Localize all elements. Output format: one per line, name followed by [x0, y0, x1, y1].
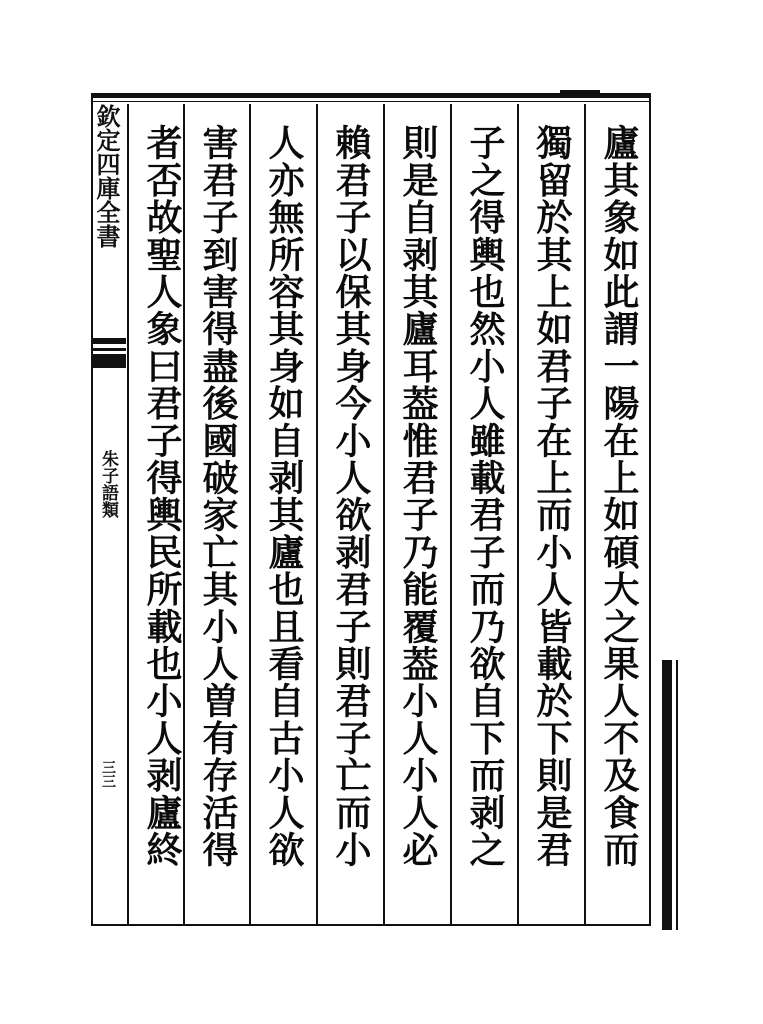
text-column-4: 則是自剥其廬耳葢惟君子乃能覆葢小人小人必 — [397, 124, 439, 868]
text-column-8: 者否故聖人象曰君子得輿民所載也小人剥廬終 — [141, 124, 183, 868]
text-column-2: 獨留於其上如君子在上而小人皆載於下則是君 — [531, 124, 573, 868]
text-column-5: 賴君子以保其身今小人欲剥君子則君子亡而小 — [330, 124, 372, 868]
column-divider — [127, 104, 129, 924]
text-column-3: 子之得輿也然小人雖載君子而乃欲自下而剥之 — [464, 124, 506, 868]
column-divider — [249, 104, 251, 924]
binding-edge — [662, 660, 672, 930]
fish-tail-ornament — [92, 338, 126, 368]
text-column-6: 人亦無所容其身如自剥其廬也且看自古小人欲 — [263, 124, 305, 868]
page-number: 三三 — [100, 760, 116, 788]
column-divider — [383, 104, 385, 924]
text-column-7: 害君子到害得盡後國破家亡其小人曽有存活得 — [197, 124, 239, 868]
column-divider — [517, 104, 519, 924]
top-inner-rule — [91, 101, 651, 102]
top-border-rule — [91, 93, 651, 98]
column-divider — [584, 104, 586, 924]
bottom-border-rule — [91, 924, 651, 926]
text-column-1: 廬其象如此謂一陽在上如碩大之果人不及食而 — [598, 124, 640, 868]
book-title: 朱子語類 — [98, 450, 118, 518]
column-divider — [316, 104, 318, 924]
collection-title: 欽定四庫全書 — [92, 104, 121, 248]
column-divider — [450, 104, 452, 924]
binding-edge-thin — [676, 660, 678, 930]
